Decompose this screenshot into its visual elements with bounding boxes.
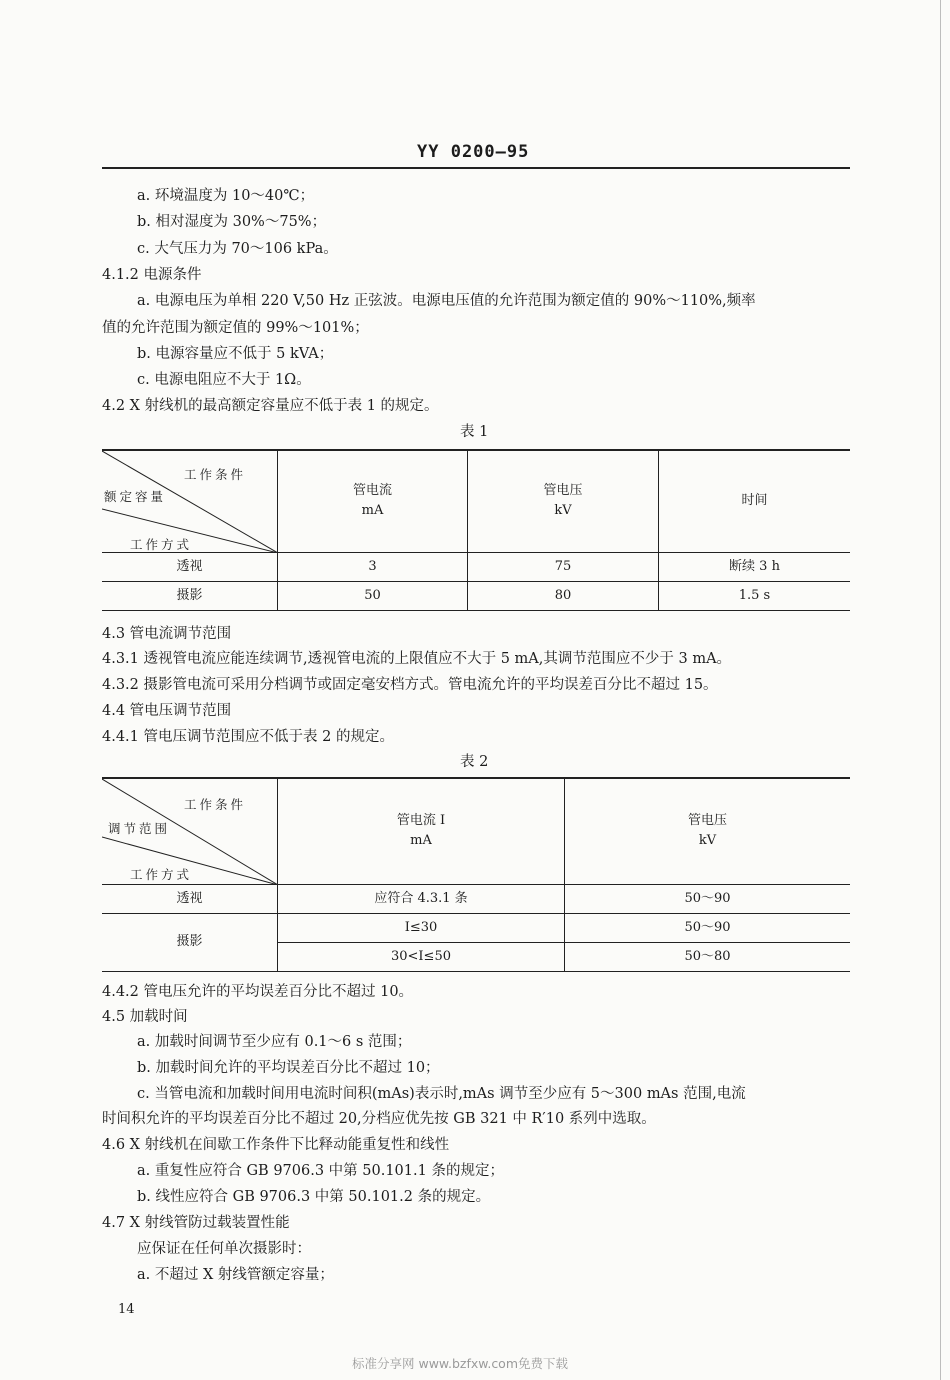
text-line: c. 电源电阻应不大于 1Ω。 [137,372,311,388]
section-heading: 4.1.2 电源条件 [102,267,202,283]
table1-header-voltage: 管电压 kV [468,450,659,552]
table2-header-current: 管电流 I mA [278,778,565,884]
corner-label-bottom: 工作方式 [130,867,193,882]
text-line: a. 重复性应符合 GB 9706.3 中第 50.101.1 条的规定； [137,1163,504,1179]
text-line: 时间积允许的平均误差百分比不超过 20,分档应优先按 GB 321 中 R′10 系列中选取。 [102,1111,656,1127]
page-number: 14 [118,1302,135,1317]
table1-header-current: 管电流 mA [278,450,468,552]
table-row: 30<I≤50 50～80 [102,942,850,971]
watermark-footer: 标准分享网 www.bzfxw.com免费下载 [352,1356,569,1371]
section-heading: 4.4 管电压调节范围 [102,703,232,719]
text-line: 4.3.2 摄影管电流可采用分档调节或固定毫安档方式。管电流允许的平均误差百分比不超过 15。 [102,677,718,693]
text-line: c. 当管电流和加载时间用电流时间积(mAs)表示时,mAs 调节至少应有 5～300 mAs 范围,电流 [137,1086,746,1102]
section-heading: 4.2 X 射线机的最高额定容量应不低于表 1 的规定。 [102,398,439,414]
table1-header-time: 时间 [659,450,851,552]
header-rule [102,167,850,169]
text-line: a. 环境温度为 10～40℃； [137,188,315,204]
text-line: a. 加载时间调节至少应有 0.1～6 s 范围； [137,1034,412,1050]
section-heading: 4.6 X 射线机在间歇工作条件下比释动能重复性和线性 [102,1137,450,1153]
text-line: a. 不超过 X 射线管额定容量； [137,1267,334,1283]
text-line: b. 相对湿度为 30%～75%； [137,214,327,230]
corner-label-middle: 额定容量 [104,489,167,504]
table-row: 透视 3 75 断续 3 h [102,552,850,581]
text-line: 4.4.2 管电压允许的平均误差百分比不超过 10。 [102,984,414,1000]
text-line: b. 加载时间允许的平均误差百分比不超过 10； [137,1060,440,1076]
text-line: 应保证在任何单次摄影时： [137,1241,311,1257]
text-line: b. 线性应符合 GB 9706.3 中第 50.101.2 条的规定。 [137,1189,491,1205]
table-row: 摄影 50 80 1.5 s [102,581,850,610]
text-line: 4.4.1 管电压调节范围应不低于表 2 的规定。 [102,729,394,745]
section-heading: 4.3 管电流调节范围 [102,626,232,642]
text-line: b. 电源容量应不低于 5 kVA； [137,346,334,362]
page-edge-line [940,0,941,1380]
corner-label-middle: 调节范围 [108,821,171,836]
table-row: 摄影 I≤30 50～90 [102,913,850,942]
table2-header-voltage: 管电压 kV [565,778,851,884]
table1-corner-cell [102,450,278,552]
table-row: 透视 应符合 4.3.1 条 50～90 [102,884,850,913]
text-line: a. 电源电压为单相 220 V,50 Hz 正弦波。电源电压值的允许范围为额定值的 90%～110%,频率 [137,293,756,309]
table2-corner-cell [102,778,278,884]
table2 [102,777,850,972]
table2-caption: 表 2 [460,754,489,770]
table1-caption: 表 1 [460,424,489,440]
text-line: 值的允许范围为额定值的 99%～101%； [102,320,369,336]
text-line: 4.3.1 透视管电流应能连续调节,透视管电流的上限值应不大于 5 mA,其调节范围应不少于 3 mA。 [102,651,732,667]
text-line: c. 大气压力为 70～106 kPa。 [137,241,338,257]
standard-number: YY 0200—95 [417,142,530,162]
corner-label-top: 工作条件 [184,467,247,482]
corner-label-bottom: 工作方式 [130,537,193,552]
section-heading: 4.5 加载时间 [102,1009,188,1025]
corner-label-top: 工作条件 [184,797,247,812]
section-heading: 4.7 X 射线管防过载装置性能 [102,1215,290,1231]
table1 [102,449,850,611]
